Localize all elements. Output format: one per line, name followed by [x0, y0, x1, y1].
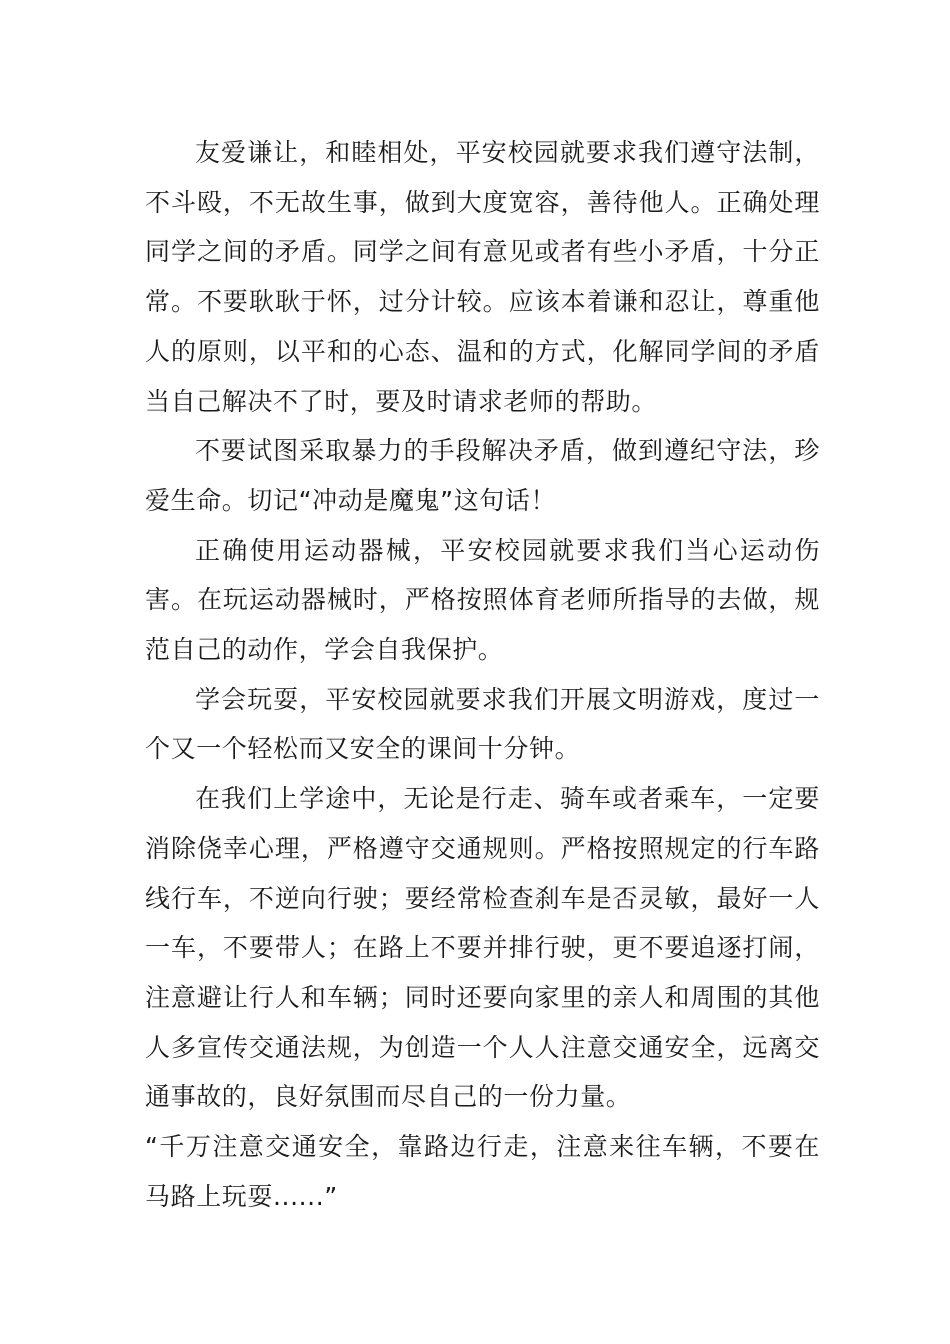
paragraph-traffic-safety: 在我们上学途中，无论是行走、骑车或者乘车，一定要消除侥幸心理，严格遵守交通规则。严格按照规定的行车路线行车，不逆向行驶；要经常检查刹车是否灵敏，最好一人一车，不要带人；在路上不要并排行驶，更不要追逐打闹，注意避让行人和车辆；同时还要向家里的亲人和周围的其他人多宣传交通法规，为创造一个人人注意交通安全，远离交通事故的，良好氛围而尽自己的一份力量。	[145, 784, 820, 1112]
paragraph-avoid-violence: 不要试图采取暴力的手段解决矛盾，做到遵纪守法，珍爱生命。切记“冲动是魔鬼”这句话！	[145, 436, 820, 515]
document-body	[145, 128, 820, 1221]
paragraph-safe-play: 学会玩耍，平安校园就要求我们开展文明游戏，度过一个又一个轻松而又安全的课间十分钟。	[145, 684, 820, 764]
paragraph-traffic-quote: “千万注意交通安全，靠路边行走，注意来往车辆，不要在马路上玩耍......”	[145, 1132, 820, 1211]
paragraph-mutual-respect: 友爱谦让，和睦相处，平安校园就要求我们遵守法制，不斗殴，不无故生事，做到大度宽容，善待他人。正确处理同学之间的矛盾。同学之间有意见或者有些小矛盾，十分正常。不要耿耿于怀，过分计较。应该本着谦和忍让，尊重他人的原则，以平和的心态、温和的方式，化解同学间的矛盾当自己解决不了时，要及时请求老师的帮助。	[145, 138, 820, 416]
paragraph-sports-equipment: 正确使用运动器械，平安校园就要求我们当心运动伤害。在玩运动器械时，严格按照体育老师所指导的去做，规范自己的动作，学会自我保护。	[145, 535, 820, 665]
